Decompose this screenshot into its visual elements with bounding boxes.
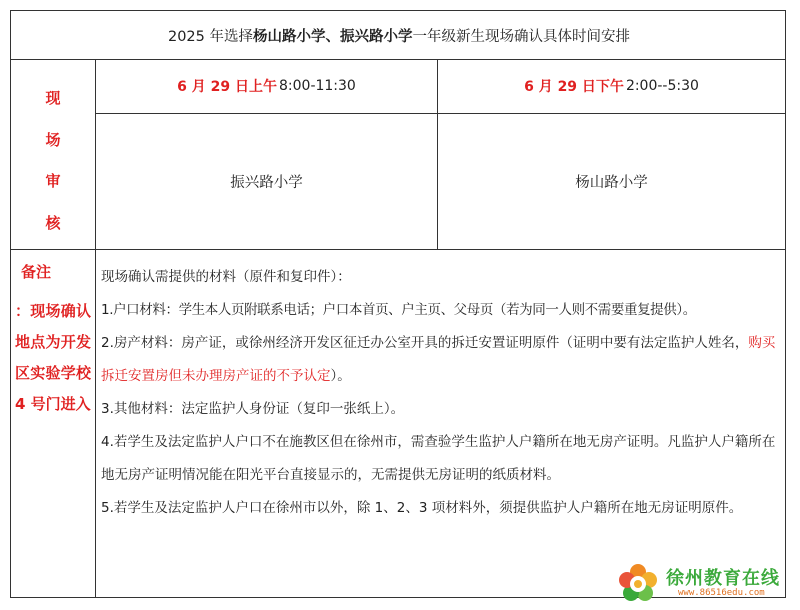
title-prefix: 2025 年选择 — [167, 28, 253, 45]
watermark-logo — [616, 562, 796, 606]
flower-logo-icon — [616, 562, 660, 606]
side-label-char: 核 — [45, 213, 61, 232]
side-label — [11, 69, 95, 251]
side-label-char: 场 — [45, 130, 61, 149]
materials-item-3: 3.其他材料：法定监护人身份证（复印一张纸上）。 — [101, 401, 405, 417]
session-time-afternoon — [438, 59, 785, 113]
session-time: 8:00-11:30 — [279, 78, 356, 94]
session-date: 6 月 29 日下午 — [524, 79, 624, 95]
materials-item-2 — [101, 327, 781, 393]
notes-title: 备注 — [21, 263, 52, 281]
side-label-char: 现 — [45, 89, 61, 108]
materials-item-4: 4.若学生及法定监护人户口不在施教区但在徐州市，需查验学生监护人户籍所在地无房产证明。凡监护人户籍所在地无房产证明情况能在阳光平台直接显示的，无需提供无房证明的纸质材料。 — [101, 434, 776, 483]
school-morning: 振兴路小学 — [230, 174, 303, 191]
materials-item-2-end: ）。 — [330, 368, 351, 384]
materials-item-5: 5.若学生及法定监护人户口在徐州市以外，除 1、2、3 项材料外，须提供监护人户籍所在地无房证明原件。 — [101, 500, 743, 516]
materials-content — [101, 261, 781, 525]
notes-body: ：现场确认地点为开发区实验学校 4 号门进入 — [15, 302, 91, 413]
title-schools: 杨山路小学、振兴路小学 — [253, 28, 413, 45]
watermark-url: www.86516edu.com — [678, 588, 765, 598]
schedule-table — [10, 10, 786, 598]
materials-intro: 现场确认需提供的材料（原件和复印件）： — [101, 269, 351, 285]
watermark-name: 徐州教育在线 — [666, 568, 780, 589]
session-time: 2:00--5:30 — [625, 78, 699, 94]
materials-item-1: 1.户口材料：学生本人页附联系电话；户口本首页、户主页、父母页（若为同一人则不需要重复提供）。 — [101, 302, 696, 318]
notes-cell — [15, 259, 91, 420]
materials-item-2-text: 2.房产材料：房产证，或徐州经济开发区征迁办公室开具的拆迁安置证明原件（证明中要有法定监护人姓名， — [101, 335, 749, 351]
session-time-morning — [96, 59, 437, 113]
session-date: 6 月 29 日上午 — [177, 79, 277, 95]
side-label-char: 审 — [45, 172, 61, 191]
title-suffix: 一年级新生现场确认具体时间安排 — [412, 28, 630, 45]
materials-item-2-warning: 购买拆迁安置房但未办理房产证的不予认定 — [101, 335, 776, 384]
school-afternoon: 杨山路小学 — [575, 174, 648, 191]
table-title — [11, 11, 787, 59]
divider — [11, 249, 785, 250]
